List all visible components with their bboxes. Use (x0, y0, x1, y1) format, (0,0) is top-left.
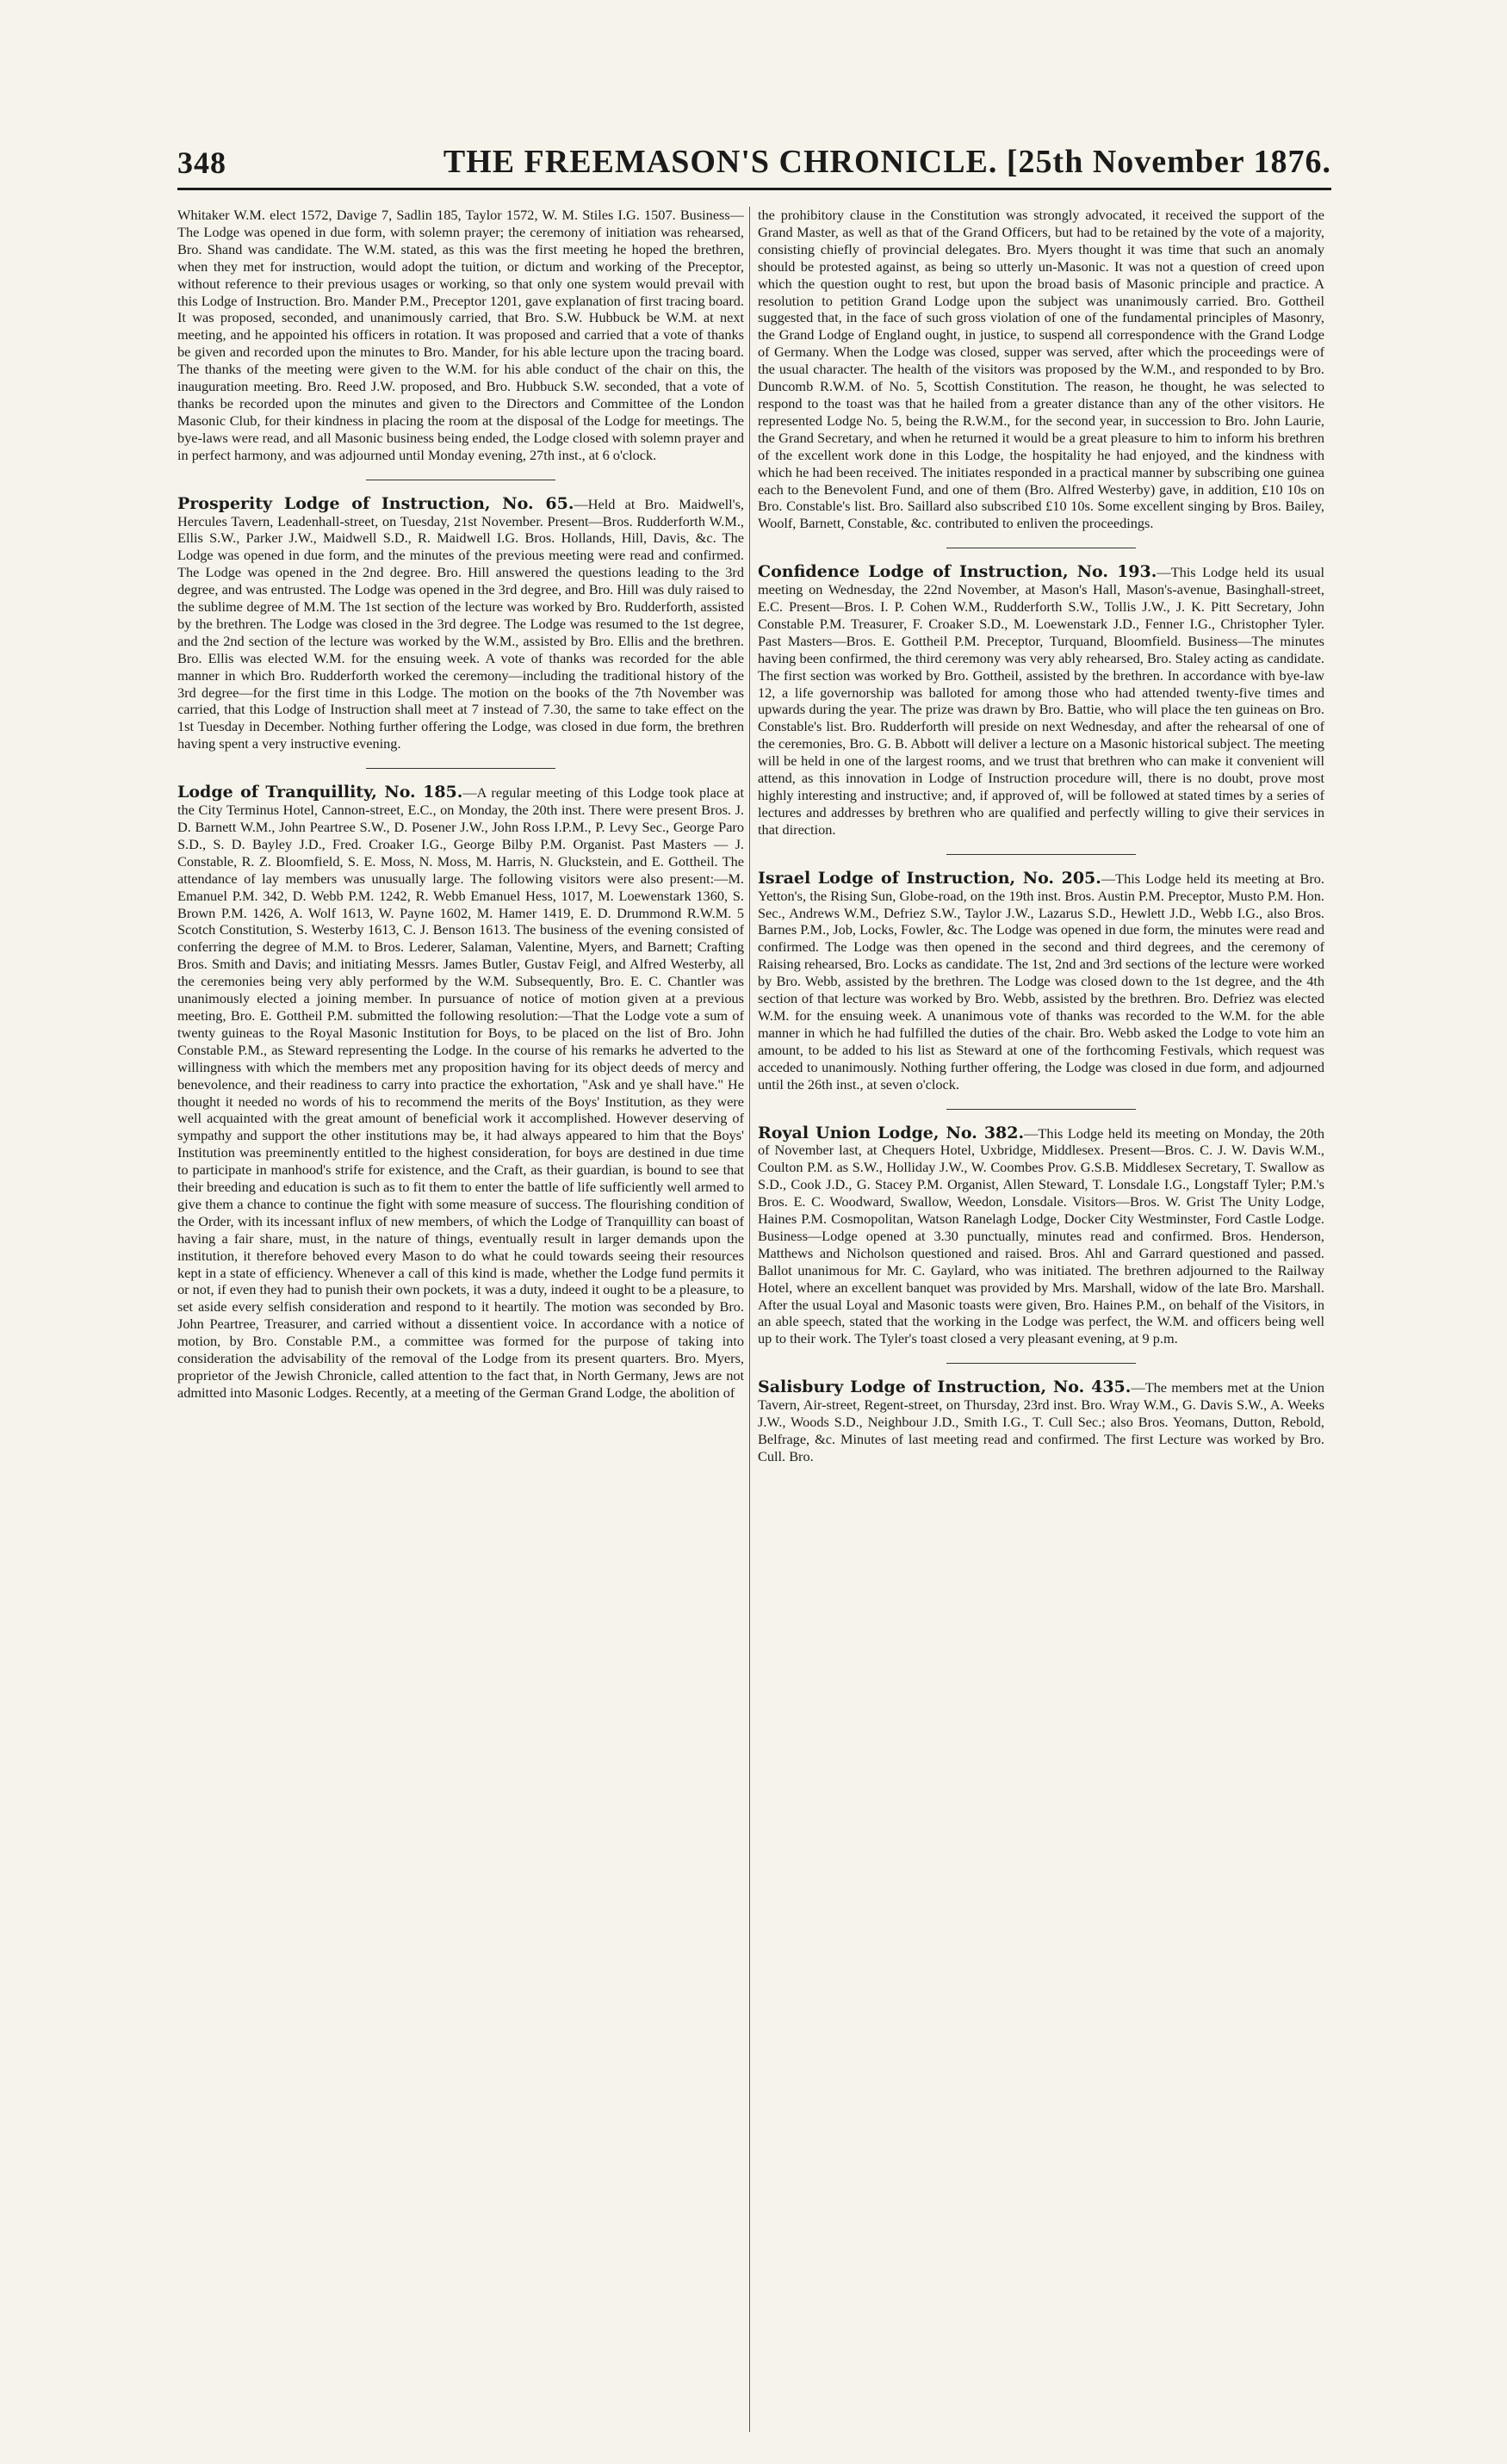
article-body (177, 784, 744, 1402)
article-body (758, 564, 1324, 839)
article-body (177, 493, 744, 753)
article-body (758, 1125, 1324, 1348)
article-text: —This Lodge held its usual meeting on Wednesday, the 22nd November, at Mason's Hall, Mason's-avenue, Basinghall-street, E.C. Present—Bros. I. P. Cohen W.M., Rudderforth S.W., Tollis J.W., J. K. Pitt Secretary, John Constable P.M. Treasurer, F. Croaker S.D., M. Loewenstark J.D., Fenner I.G., Christopher Tyler. Past Masters—Bros. E. Gottheil P.M. Preceptor, Turquand, Bloomfield. Business—The minutes having been confirmed, the third ceremony was very ably rehearsed, Bro. Staley acting as candidate. The first section was worked by Bro. Gottheil, assisted by the brethren. In accordance with bye-law 12, a life governorship was balloted for among those who had attended twenty-five times and upwards during the year. The prize was drawn by Bro. Battie, who will place the ten guineas on Bro. Constable's list. Bro. Rudderforth will preside on next Wednesday, and after the rehearsal of one of the ceremonies, Bro. G. B. Abbott will deliver a lecture on a Masonic historical subject. The meeting will be held in one of the largest rooms, and we trust that brethren who can make it convenient will attend, as this innovation in Lodge of Instruction procedure will, there is no doubt, prove most highly interesting and instructive; and, if approved of, will be followed at stated times by a series of lectures and addresses by brethren who are qualified and perfectly willing to give their services in that direction. (758, 564, 1324, 838)
continued-article-text: Whitaker W.M. elect 1572, Davige 7, Sadlin 185, Taylor 1572, W. M. Stiles I.G. 1507. Business—The Lodge was opened in due form, with solemn prayer; the ceremony of initiation was rehearsed, Bro. Shand was candidate. The W.M. stated, as this was the first meeting he hoped the brethren, when they met for instruction, would adopt the tuition, or dictum and working of the Preceptor, without reference to their previous usages or working, so that only one system would prevail with this Lodge of Instruction. Bro. Mander P.M., Preceptor 1201, gave explanation of first tracing board. It was proposed, seconded, and unanimously carried, that Bro. S.W. Hubbuck be W.M. at next meeting, and he appointed his officers in rotation. It was proposed and carried that a vote of thanks be given and recorded upon the minutes to Bro. Mander, for his able lecture upon the tracing board. The thanks of the meeting were given to the W.M. for his able conduct of the chair on this, the inauguration meeting. Bro. Reed J.W. proposed, and Bro. Hubbuck S.W. seconded, that a vote of thanks be recorded upon the minutes and given to the Directors and Committee of the London Masonic Club, for their kindness in placing the room at the disposal of the Lodge for meetings. The bye-laws were read, and all Masonic business being ended, the Lodge closed with solemn prayer and in perfect harmony, and was adjourned until Monday evening, 27th inst., at 6 o'clock. (177, 207, 744, 463)
right-column (758, 207, 1324, 2432)
article-tranquillity-lodge (177, 784, 744, 1402)
article-text: —The members met at the Union Tavern, Air-street, Regent-street, on Thursday, 23rd inst. Bro. Wray W.M., G. Davis S.W., A. Weeks J.W., Woods S.D., Neighbour J.D., Smith I.G., T. Cull Sec.; also Bros. Yeomans, Dutton, Rebold, Belfrage, &c. Minutes of last meeting read and confirmed. The first Lecture was worked by Bro. Cull. Bro. (758, 1379, 1324, 1464)
article-title: Confidence Lodge of Instruction, No. 193. (758, 562, 1157, 582)
article-title: Prosperity Lodge of Instruction, No. 65. (177, 493, 574, 513)
article-salisbury-lodge (758, 1379, 1324, 1465)
page-header (177, 131, 1331, 181)
section-separator (946, 1363, 1136, 1364)
article-confidence-lodge (758, 564, 1324, 839)
section-separator (946, 1109, 1136, 1110)
section-separator (366, 768, 555, 769)
article-title: Israel Lodge of Instruction, No. 205. (758, 868, 1101, 888)
masthead: THE FREEMASON'S CHRONICLE. [25th November 1876. (443, 144, 1331, 180)
article-body (758, 870, 1324, 1093)
article-text: —This Lodge held its meeting at Bro. Yetton's, the Rising Sun, Globe-road, on the 19th inst. Bros. Austin P.M. Preceptor, Musto P.M. Hon. Sec., Andrews W.M., Defriez S.W., Taylor J.W., Lazarus S.D., Hewlett J.D., Webb I.G., also Bros. Barnes P.M., Job, Locks, Fowler, &c. The Lodge was opened in due form, the minutes were read and confirmed. The Lodge was then opened in the second and third degrees, and the ceremony of Raising rehearsed, Bro. Locks as candidate. The 1st, 2nd and 3rd sections of the lecture were worked by Bro. Webb, assisted by the brethren. The Lodge was closed down to the 1st degree, and the 4th section of that lecture was worked by Bro. Webb, assisted by the brethren. Bro. Defriez was elected W.M. for the ensuing week. A unanimous vote of thanks was recorded to the W.M. for the able manner in which he had fulfilled the duties of the chair. Bro. Webb asked the Lodge to vote him an amount, to be added to his list as Steward at one of the forthcoming Festivals, which request was acceded to unanimously. Nothing further offering, the Lodge was closed in due form, and adjourned until the 26th inst., at seven o'clock. (758, 870, 1324, 1093)
left-column (177, 207, 744, 2432)
page-number: 348 (177, 145, 226, 180)
article-royal-union-lodge (758, 1125, 1324, 1348)
header-rule (177, 188, 1331, 190)
article-israel-lodge (758, 870, 1324, 1093)
article-text: —Held at Bro. Maidwell's, Hercules Tavern, Leadenhall-street, on Tuesday, 21st November. Present—Bros. Rudderforth W.M., Ellis S.W., Parker J.W., Maidwell S.D., R. Maidwell I.G. Bros. Hollands, Hill, Davis, &c. The Lodge was opened in due form, and the minutes of the previous meeting were read and confirmed. The Lodge was opened in the 2nd degree. Bro. Hill answered the questions leading to the 3rd degree, and was entrusted. The Lodge was opened in the 3rd degree, and Bro. Hill was duly raised to the sublime degree of M.M. The 1st section of the lecture was worked by Bro. Rudderforth, assisted by the brethren. The Lodge was closed in the 3rd degree. The Lodge was resumed to the 1st degree, and the 2nd section of the lecture was worked by the W.M., assisted by Bro. Ellis and the brethren. Bro. Ellis was elected W.M. for the ensuing week. A vote of thanks was recorded for the able manner in which Bro. Rudderforth worked the ceremony—including the traditional history of the 3rd degree—for the first time in this Lodge. The motion on the books of the 7th November was carried, that this Lodge of Instruction shall meet at 7 instead of 7.30, the same to take effect on the 1st Tuesday in December. Nothing further offering the Lodge, was closed in due form, the brethren having spent a very instructive evening. (177, 495, 744, 752)
column-divider (749, 207, 750, 2432)
article-title: Salisbury Lodge of Instruction, No. 435. (758, 1377, 1132, 1397)
article-title: Royal Union Lodge, No. 382. (758, 1123, 1025, 1142)
article-text: —A regular meeting of this Lodge took place at the City Terminus Hotel, Cannon-street, E.C., on Monday, the 20th inst. There were present Bros. J. D. Barnett W.M., John Peartree S.W., D. Posener J.W., John Ross I.P.M., P. Levy Sec., George Paro S.D., S. D. Bayley J.D., Fred. Croaker I.G., George Bilby P.M. Organist. Past Masters — J. Constable, R. Z. Bloomfield, S. E. Moss, N. Moss, M. Harris, N. Gluckstein, and E. Gottheil. The attendance of lay members was unusually large. The following visitors were also present:—M. Emanuel P.M. 342, D. Webb P.M. 1242, R. Webb Emanuel Hess, 1017, M. Loewenstark 1360, S. Brown P.M. 1426, A. Wolf 1613, W. Payne 1602, M. Hamer 1419, E. D. Drummond R.W.M. 5 Scotch Constitution, S. Westerby 1613, C. J. Benson 1613. The business of the evening consisted of conferring the degree of M.M. to Bros. Lederer, Salaman, Valentine, Myers, and Barnett; Crafting Bros. Smith and Davis; and initiating Messrs. James Butler, Gustav Feigl, and Alfred Westerby, all the ceremonies being very ably performed by the W.M. Subsequently, Bro. E. C. Chantler was unanimously elected a joining member. In pursuance of notice of motion given at a previous meeting, Bro. E. Gottheil P.M. submitted the following resolution:—That the Lodge vote a sum of twenty guineas to the Royal Masonic Institution for Boys, to be placed on the list of Bro. John Constable P.M., as Steward representing the Lodge. In the course of his remarks he adverted to the willingness with which the members met any proposition having for its object deeds of mercy and benevolence, and their readiness to carry into practice the exhortation, "Ask and ye shall have." He thought it needed no words of his to recommend the merits of the Boys' Institution, as they were well acquainted with the great amount of beneficial work it accomplished. However deserving of sympathy and support the other institutions may be, it had always appeared to him that the Boys' Institution was preeminently entitled to the highest consideration, for boys are destined in due time to participate in manhood's strife for existence, and the Craft, as their guardian, is bound to see that their breeding and education is such as to fit them to enter the battle of life sufficiently well armed to give them a chance to continue the fight with some measure of success. The flourishing condition of the Order, with its incessant influx of new members, of which the Lodge of Tranquillity can boast of having a fair share, must, in the nature of things, eventually result in larger demands upon the institution, it therefore behoved every Mason to do what he could towards seeing their resources kept in a state of efficiency. Whenever a call of this kind is made, whether the Lodge fund permits it or not, if even they had to punish their own pockets, it was a duty, indeed it ought to be a pleasure, to set aside every selfish consideration and respond to it heartily. The motion was seconded by Bro. John Peartree, Treasurer, and carried without a dissentient voice. In accordance with a notice of motion, by Bro. Constable P.M., a committee was formed for the purpose of taking into consideration the advisability of the removal of the Lodge from its present quarters. Bro. Myers, proprietor of the Jewish Chronicle, called attention to the fact that, in North Germany, Jews are not admitted into Masonic Lodges. Recently, at a meeting of the German Grand Lodge, the abolition of (177, 784, 744, 1401)
article-text: —This Lodge held its meeting on Monday, the 20th of November last, at Chequers Hotel, Uxbridge, Middlesex. Present—Bros. C. J. W. Davis W.M., Coulton P.M. as S.W., Holliday J.W., W. Coombes Prov. G.S.B. Middlesex Secretary, T. Swallow as S.D., Cook J.D., G. Stacey P.M. Organist, Allen Steward, T. Lonsdale I.G., Longstaff Tyler; P.M.'s Bros. E. C. Woodward, Swallow, Weedon, Lonsdale. Visitors—Bros. W. Grist The Unity Lodge, Haines P.M. Cosmopolitan, Watson Ranelagh Lodge, Docker City Westminster, Ford Castle Lodge. Business—Lodge opened at 3.30 punctually, minutes read and confirmed. Bros. Henderson, Matthews and Nicholson questioned and raised. Bros. Ahl and Garrard questioned and passed. Ballot unanimous for Mr. C. Gaylard, who was initiated. The brethren adjourned to the Railway Hotel, where an excellent banquet was provided by Mrs. Marshall, widow of the late Bro. Marshall. After the usual Loyal and Masonic toasts were given, Bro. Haines P.M., on behalf of the Visitors, in an able speech, stated that the working in the Lodge was perfect, the W.M. and officers being well up to their work. The Tyler's toast closed a very pleasant evening, at 9 p.m. (758, 1124, 1324, 1347)
continued-article-text: the prohibitory clause in the Constitution was strongly advocated, it received the support of the Grand Master, as well as that of the Grand Officers, but had to be retained by the vote of a majority, consisting chiefly of provincial delegates. Bro. Myers thought it was time that such an anomaly should be protested against, as being so utterly un-Masonic. It was not a question of creed upon which the question ought to rest, but upon the broad basis of Masonic principle and practice. A resolution to petition Grand Lodge upon the subject was unanimously carried. Bro. Gottheil suggested that, in the face of such gross violation of one of the fundamental principles of Masonry, the Grand Lodge of England ought, in justice, to suspend all correspondence with the Grand Lodge of Germany. When the Lodge was closed, supper was served, after which the proceedings were of the usual character. The health of the visitors was proposed by the W.M., and responded to by Bro. Duncomb R.W.M. of No. 5, Scottish Constitution. The reason, he thought, he was selected to respond to the toast was that he hailed from a greater distance than any of the other visitors. He represented Lodge No. 5, being the R.W.M., for the second year, in succession to Bro. John Laurie, the Grand Secretary, and when he returned it would be a great pleasure to him to inform his brethren of the excellent work done in this Lodge, the hospitality he had enjoyed, and the kindness with which he had been received. The initiates responded in a practical manner by subscribing one guinea each to the Benevolent Fund, and one of them (Bro. Alfred Westerby) gave, in addition, £10 10s on Bro. Constable's list. Bro. Saillard also subscribed £10 10s. Some excellent singing by Bros. Bailey, Woolf, Barnett, Constable, &c. contributed to enliven the proceedings. (758, 207, 1324, 532)
article-title: Lodge of Tranquillity, No. 185. (177, 783, 463, 802)
article-prosperity-lodge (177, 493, 744, 753)
article-body (758, 1379, 1324, 1465)
section-separator (946, 854, 1136, 855)
